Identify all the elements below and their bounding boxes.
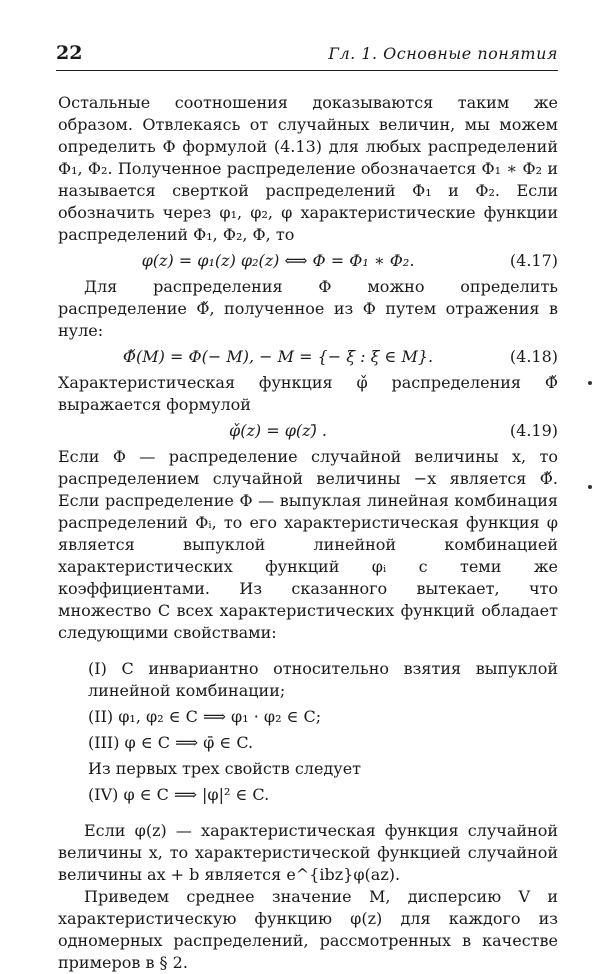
page-header	[56, 38, 558, 72]
paragraph-5: Из первых трех свойств следует	[88, 759, 362, 778]
header-rule	[56, 70, 558, 71]
paragraph-7: Приведем среднее значение M, дисперсию V и характеристическую функцию φ(z) для каждого из одномерных распределений, рассмотренных в качестве примеров в § 2.	[58, 887, 558, 972]
equation-4-17	[58, 246, 558, 276]
equation-4-18	[58, 342, 558, 372]
equation-4-18-number: (4.18)	[509, 347, 558, 366]
paragraph-4: Если Φ — распределение случайной величины x, то распределением случайной величины −x является Φ̌. Если распределение Φ — выпуклая линейная комбинация распределений Φᵢ, то его характеристическая функция φ является выпуклой линейной комбинацией характеристических функций φᵢ с теми же коэффициентами. Из сказанного вытекает, что множество C всех характеристических функций обладает следующими свойствами:	[58, 447, 558, 642]
property-1: (I) C инвариантно относительно взятия выпуклой линейной комбинации;	[88, 659, 558, 700]
equation-4-17-number: (4.17)	[509, 251, 558, 270]
paragraph-6: Если φ(z) — характеристическая функция случайной величины x, то характеристической функцией случайной величины ax + b является e^{ibz}φ(az).	[58, 821, 558, 884]
equation-4-18-formula: Φ̌(M) = Φ(− M), − M = {− ξ : ξ ∈ M}.	[122, 347, 434, 366]
equation-4-19	[58, 416, 558, 446]
margin-dot	[588, 381, 592, 385]
page-body	[58, 92, 558, 974]
paragraph-2: Для распределения Φ можно определить распределение Φ̌, полученное из Φ путем отражения в нуле:	[58, 277, 558, 340]
margin-dot	[588, 485, 592, 489]
paragraph-1: Остальные соотношения доказываются таким же образом. Отвлекаясь от случайных величин, мы можем определить Φ формулой (4.13) для любых распределений Φ₁, Φ₂. Полученное распределение обозначается Φ₁ ∗ Φ₂ и называется сверткой распределений Φ₁ и Φ₂. Если обозначить через φ₁, φ₂, φ характеристические функции распределений Φ₁, Φ₂, Φ, то	[58, 93, 558, 244]
equation-4-19-formula: φ̌(z) = φ(z)̄ .	[229, 421, 327, 440]
equation-4-17-formula: φ(z) = φ₁(z) φ₂(z) ⟺ Φ = Φ₁ ∗ Φ₂.	[141, 251, 415, 270]
page-number: 22	[56, 42, 83, 64]
equation-4-19-number: (4.19)	[509, 421, 558, 440]
paragraph-3: Характеристическая функция φ̌ распределения Φ̌ выражается формулой	[58, 373, 558, 414]
property-4: (IV) φ ∈ C ⟹ |φ|² ∈ C.	[88, 785, 270, 804]
running-title: Гл. 1. Основные понятия	[328, 44, 558, 63]
property-3: (III) φ ∈ C ⟹ φ̄ ∈ C.	[88, 733, 254, 752]
property-2: (II) φ₁, φ₂ ∈ C ⟹ φ₁ · φ₂ ∈ C;	[88, 707, 322, 726]
